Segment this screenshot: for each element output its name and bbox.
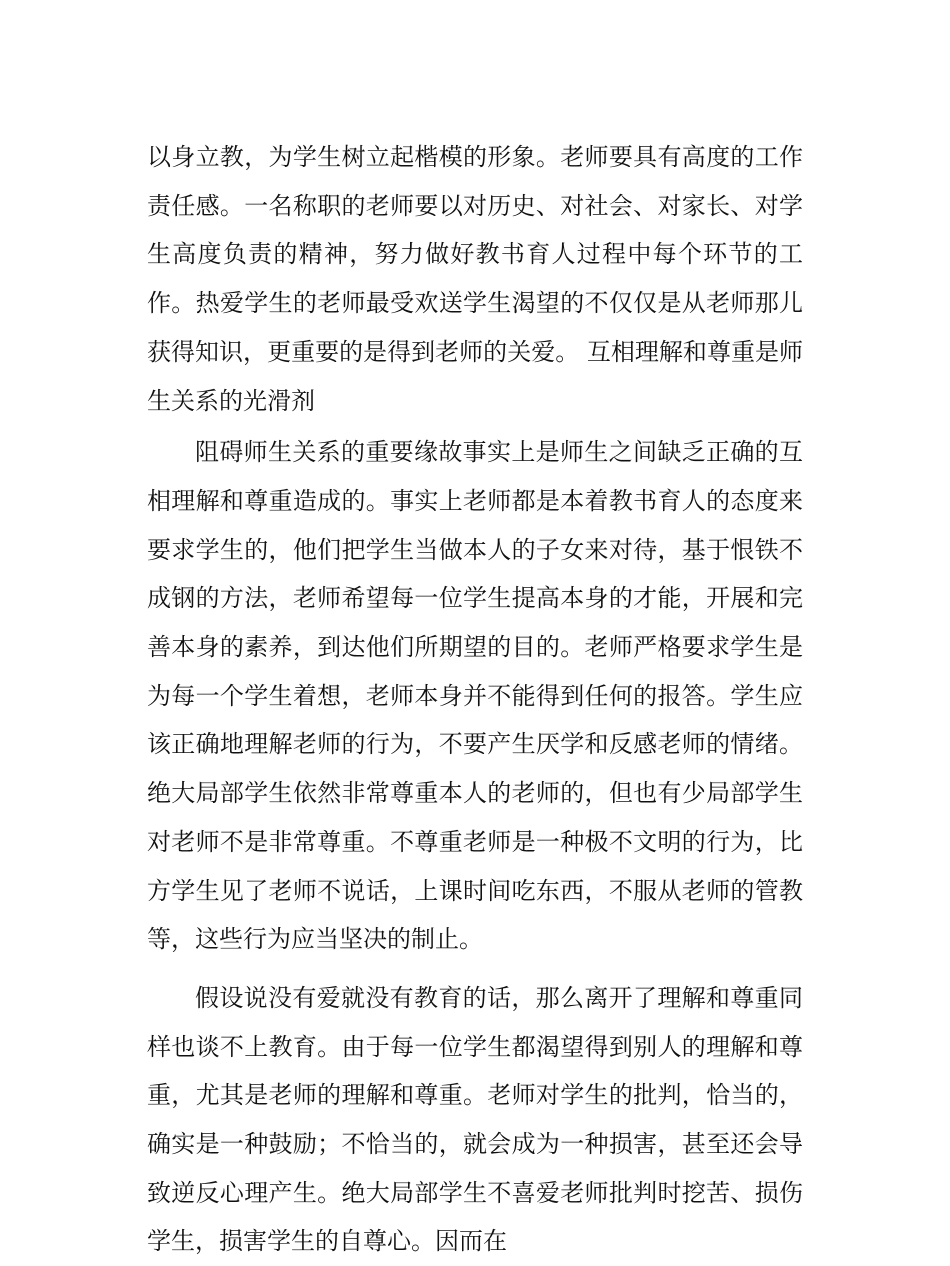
paragraph-understanding-education: 假设说没有爱就没有教育的话，那么离开了理解和尊重同样也谈不上教育。由于每一位学生都渴望得到别人的理解和尊重，尤其是老师的理解和尊重。老师对学生的批判，恰当的，确实是一种鼓励；不恰当的，就会成为一种损害，甚至还会导致逆反心理产生。绝大局部学生不喜爱老师批判时挖苦、损伤学生，损害学生的自尊心。因而在 xyxy=(147,983,803,1256)
document-body xyxy=(147,133,803,1266)
paragraph-continuation: 以身立教，为学生树立起楷模的形象。老师要具有高度的工作责任感。一名称职的老师要以对历史、对社会、对家长、对学生高度负责的精神，努力做好教书育人过程中每个环节的工作。热爱学生的老师最受欢送学生渴望的不仅仅是从老师那儿获得知识，更重要的是得到老师的关爱。 互相理解和尊重是师生关系的光滑剂 xyxy=(147,143,803,415)
paragraph-teacher-student-respect: 阻碍师生关系的重要缘故事实上是师生之间缺乏正确的互相理解和尊重造成的。事实上老师都是本着教书育人的态度来要求学生的，他们把学生当做本人的子女来对待，基于恨铁不成钢的方法，老师希望每一位学生提高本身的才能，开展和完善本身的素养，到达他们所期望的目的。老师严格要求学生是为每一个学生着想，老师本身并不能得到任何的报答。学生应该正确地理解老师的行为，不要产生厌学和反感老师的情绪。绝大局部学生依然非常尊重本人的老师的，但也有少局部学生对老师不是非常尊重。不尊重老师是一种极不文明的行为，比方学生见了老师不说话，上课时间吃东西，不服从老师的管教等，这些行为应当坚决的制止。 xyxy=(147,438,803,954)
